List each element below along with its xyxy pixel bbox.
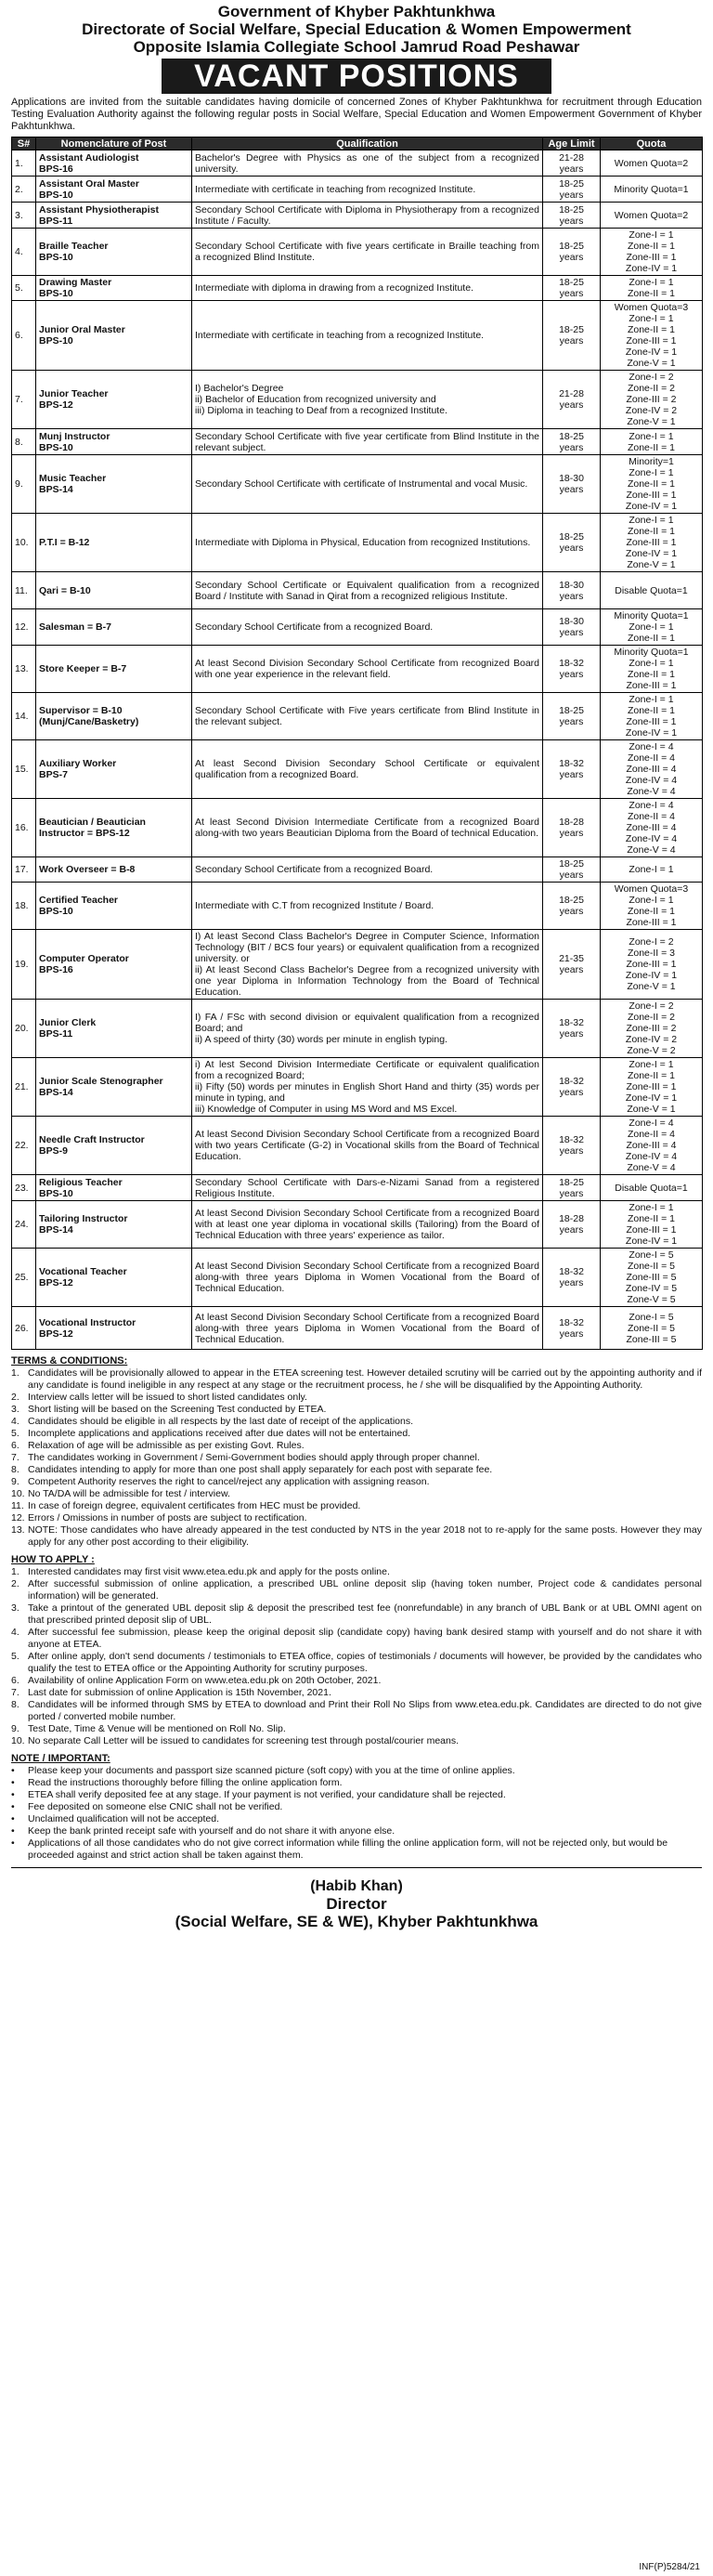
row-post: Drawing Master BPS-10 <box>36 276 192 301</box>
col-header-quota: Quota <box>601 137 703 150</box>
how-to-apply-list <box>11 1566 702 1747</box>
list-item <box>11 1651 702 1675</box>
row-quota: Minority Quota=1 <box>601 177 703 203</box>
row-post: Assistant Audiologist BPS-16 <box>36 150 192 177</box>
list-item <box>11 1452 702 1464</box>
item-text: Short listing will be based on the Screening Test conducted by ETEA. <box>28 1404 327 1415</box>
row-age-limit: 18-25 years <box>543 693 601 740</box>
list-item <box>11 1813 702 1825</box>
item-text: Take a printout of the generated UBL deposit slip & deposit the prescribed test fee (nonrefundable) in any branch of UBL Bank or at UBL OMNI agent on that prescribed printed deposit slip of UBL. <box>28 1602 702 1626</box>
row-sno: 19. <box>12 930 36 1000</box>
table-row <box>12 1201 703 1249</box>
table-row <box>12 1175 703 1201</box>
row-quota: Women Quota=2 <box>601 150 703 177</box>
item-text: After successful submission of online application, a prescribed UBL online deposit slip (having token number, Project code & candidates personal information) will be generated. <box>28 1578 702 1602</box>
table-row <box>12 276 703 301</box>
list-item <box>11 1765 702 1777</box>
list-item <box>11 1777 702 1789</box>
row-post: Assistant Oral Master BPS-10 <box>36 177 192 203</box>
row-qualification: Secondary School Certificate with five year certificate from Blind Institute in the relevant subject. <box>192 429 543 455</box>
item-text: Interview calls letter will be issued to short listed candidates only. <box>28 1392 307 1403</box>
how-to-apply-title: HOW TO APPLY : <box>11 1554 95 1565</box>
row-qualification: Secondary School Certificate or Equivalent qualification from a recognized Board / Institute with Sanad in Qirat from a recognized religious Institute. <box>192 572 543 609</box>
item-number: 1. <box>11 1566 19 1577</box>
table-header-row <box>12 137 703 150</box>
bullet-icon: • <box>11 1837 15 1849</box>
row-quota: Women Quota=2 <box>601 203 703 229</box>
row-quota: Zone-I = 1 Zone-II = 1 Zone-III = 1 Zone-IV = 1 Zone-V = 1 <box>601 1058 703 1117</box>
row-sno: 13. <box>12 646 36 693</box>
list-item <box>11 1837 702 1862</box>
table-row <box>12 930 703 1000</box>
notes-list <box>11 1765 702 1862</box>
posts-table <box>11 137 703 1350</box>
row-quota: Zone-I = 5 Zone-II = 5 Zone-III = 5 Zone-IV = 5 Zone-V = 5 <box>601 1249 703 1307</box>
item-text: Candidates should be eligible in all respects by the last date of receipt of the applications. <box>28 1416 414 1427</box>
row-qualification: At least Second Division Secondary School Certificate from a recognized Board with two years Certificate (G-2) in Vocational skills from the Board of Technical Education. <box>192 1117 543 1175</box>
row-post: Qari = B-10 <box>36 572 192 609</box>
row-quota: Zone-I = 1 Zone-II = 1 Zone-III = 1 Zone-IV = 1 Zone-V = 1 <box>601 514 703 572</box>
row-qualification: Intermediate with certificate in teaching from a recognized Institute. <box>192 301 543 371</box>
table-row <box>12 857 703 883</box>
table-row <box>12 177 703 203</box>
item-number: 11. <box>11 1500 24 1511</box>
list-item <box>11 1512 702 1524</box>
table-row <box>12 1117 703 1175</box>
row-quota: Minority Quota=1 Zone-I = 1 Zone-II = 1 Zone-III = 1 <box>601 646 703 693</box>
row-age-limit: 18-25 years <box>543 514 601 572</box>
row-post: Munj Instructor BPS-10 <box>36 429 192 455</box>
row-sno: 21. <box>12 1058 36 1117</box>
row-sno: 12. <box>12 609 36 646</box>
item-number: 9. <box>11 1723 19 1734</box>
item-text: After online apply, don't send documents / testimonials to ETEA office, copies of testimonials / documents will however, be provided by the candidates who qualify the test to ETEA office or the Appointing Authority for scrutiny purposes. <box>28 1651 702 1674</box>
row-quota: Zone-I = 1 Zone-II = 1 <box>601 276 703 301</box>
col-header-age: Age Limit <box>543 137 601 150</box>
row-post: Junior Clerk BPS-11 <box>36 1000 192 1058</box>
row-age-limit: 18-32 years <box>543 740 601 799</box>
table-row <box>12 740 703 799</box>
item-number: 3. <box>11 1404 19 1415</box>
row-age-limit: 18-30 years <box>543 455 601 514</box>
row-qualification: At least Second Division Secondary School Certificate from a recognized Board along-with three years Diploma in Women Vocational from the Board of Technical Education. <box>192 1249 543 1307</box>
row-post: P.T.I = B-12 <box>36 514 192 572</box>
list-item <box>11 1367 702 1392</box>
col-header-post: Nomenclature of Post <box>36 137 192 150</box>
item-number: 12. <box>11 1512 25 1523</box>
row-quota: Minority=1 Zone-I = 1 Zone-II = 1 Zone-III = 1 Zone-IV = 1 <box>601 455 703 514</box>
row-quota: Disable Quota=1 <box>601 1175 703 1201</box>
table-row <box>12 429 703 455</box>
row-quota: Zone-I = 2 Zone-II = 3 Zone-III = 1 Zone-IV = 1 Zone-V = 1 <box>601 930 703 1000</box>
row-post: Religious Teacher BPS-10 <box>36 1175 192 1201</box>
row-quota: Zone-I = 4 Zone-II = 4 Zone-III = 4 Zone-IV = 4 Zone-V = 4 <box>601 740 703 799</box>
table-row <box>12 150 703 177</box>
item-number: 3. <box>11 1602 19 1614</box>
item-number: 8. <box>11 1699 19 1710</box>
row-qualification: Intermediate with certificate in teaching from recognized Institute. <box>192 177 543 203</box>
row-sno: 17. <box>12 857 36 883</box>
row-quota: Zone-I = 1 <box>601 857 703 883</box>
item-number: 6. <box>11 1675 19 1686</box>
table-row <box>12 1058 703 1117</box>
row-sno: 22. <box>12 1117 36 1175</box>
row-post: Braille Teacher BPS-10 <box>36 229 192 276</box>
row-age-limit: 18-25 years <box>543 883 601 930</box>
row-quota: Women Quota=3 Zone-I = 1 Zone-II = 1 Zone-III = 1 Zone-IV = 1 Zone-V = 1 <box>601 301 703 371</box>
row-post: Needle Craft Instructor BPS-9 <box>36 1117 192 1175</box>
bullet-icon: • <box>11 1825 15 1837</box>
row-sno: 18. <box>12 883 36 930</box>
row-sno: 6. <box>12 301 36 371</box>
row-age-limit: 18-25 years <box>543 1175 601 1201</box>
row-age-limit: 18-32 years <box>543 1000 601 1058</box>
item-number: 7. <box>11 1452 19 1463</box>
header <box>11 3 702 94</box>
table-row <box>12 572 703 609</box>
row-age-limit: 18-25 years <box>543 857 601 883</box>
row-qualification: Intermediate with diploma in drawing from a recognized Institute. <box>192 276 543 301</box>
item-text: Keep the bank printed receipt safe with yourself and do not share it with anyone else. <box>28 1825 395 1837</box>
row-age-limit: 18-28 years <box>543 1201 601 1249</box>
col-header-qualification: Qualification <box>192 137 543 150</box>
row-quota: Zone-I = 4 Zone-II = 4 Zone-III = 4 Zone-IV = 4 Zone-V = 4 <box>601 1117 703 1175</box>
list-item <box>11 1735 702 1747</box>
row-post: Junior Oral Master BPS-10 <box>36 301 192 371</box>
row-qualification: i) At lest Second Division Intermediate Certificate or equivalent qualification from a recognized Board; ii) Fifty (50) words per minutes in English Short Hand and thirty (35) words per minute in typing, and iii) Knowledge of Computer in using MS Word and MS Excel. <box>192 1058 543 1117</box>
row-age-limit: 18-32 years <box>543 1307 601 1350</box>
row-post: Junior Scale Stenographer BPS-14 <box>36 1058 192 1117</box>
row-qualification: Secondary School Certificate with Diploma in Physiotherapy from a recognized Institute / Faculty. <box>192 203 543 229</box>
row-quota: Zone-I = 2 Zone-II = 2 Zone-III = 2 Zone-IV = 2 Zone-V = 1 <box>601 371 703 429</box>
row-sno: 7. <box>12 371 36 429</box>
list-item <box>11 1488 702 1500</box>
table-row <box>12 301 703 371</box>
row-post: Certified Teacher BPS-10 <box>36 883 192 930</box>
row-qualification: Secondary School Certificate with five years certificate in Braille teaching from a recognized Blind Institute. <box>192 229 543 276</box>
row-qualification: I) FA / FSc with second division or equivalent qualification from a recognized Board; and ii) A speed of thirty (30) words per minute in english typing. <box>192 1000 543 1058</box>
table-row <box>12 1249 703 1307</box>
row-sno: 3. <box>12 203 36 229</box>
row-age-limit: 18-28 years <box>543 799 601 857</box>
item-text: Candidates will be provisionally allowed to appear in the ETEA screening test. However detailed scrutiny will be carried out by the appointing authority and if any candidate is found ineligible in any respect at any stage or the recruitment process, he / she will be disqualified by the Appointing Authority. <box>28 1367 702 1391</box>
signatory-department: (Social Welfare, SE & WE), Khyber Pakhtunkhwa <box>175 1913 538 1930</box>
row-qualification: Secondary School Certificate with Dars-e-Nizami Sanad from a registered Religious Institute. <box>192 1175 543 1201</box>
bullet-icon: • <box>11 1777 15 1788</box>
row-qualification: At least Second Division Secondary School Certificate from a recognized Board with at least one year diploma in vocational skills (Tailoring) from the Board of Technical Education with three years' experience as tailor. <box>192 1201 543 1249</box>
row-post: Junior Teacher BPS-12 <box>36 371 192 429</box>
row-age-limit: 18-25 years <box>543 429 601 455</box>
row-age-limit: 21-28 years <box>543 150 601 177</box>
row-age-limit: 18-30 years <box>543 572 601 609</box>
item-text: No separate Call Letter will be issued to candidates for screening test through postal/courier means. <box>28 1735 459 1746</box>
signatory-role: Director <box>326 1895 387 1913</box>
list-item <box>11 1500 702 1512</box>
item-number: 10. <box>11 1488 25 1499</box>
item-number: 2. <box>11 1392 19 1403</box>
item-number: 5. <box>11 1651 19 1662</box>
bullet-icon: • <box>11 1801 15 1812</box>
item-number: 7. <box>11 1687 19 1698</box>
item-text: Unclaimed qualification will not be accepted. <box>28 1813 220 1824</box>
row-quota: Zone-I = 1 Zone-II = 1 Zone-III = 1 Zone-IV = 1 <box>601 1201 703 1249</box>
row-qualification: Intermediate with Diploma in Physical, Education from recognized Institutions. <box>192 514 543 572</box>
row-post: Tailoring Instructor BPS-14 <box>36 1201 192 1249</box>
row-qualification: Secondary School Certificate with Five years certificate from Blind Institute in the relevant subject. <box>192 693 543 740</box>
item-text: Errors / Omissions in number of posts are subject to rectification. <box>28 1512 307 1523</box>
list-item <box>11 1476 702 1488</box>
table-row <box>12 609 703 646</box>
ad-reference: INF(P)5284/21 <box>639 2562 700 2572</box>
address-line: Opposite Islamia Collegiate School Jamrud Road Peshawar <box>133 38 580 56</box>
row-sno: 4. <box>12 229 36 276</box>
signatory-name: (Habib Khan) <box>310 1878 403 1894</box>
list-item <box>11 1627 702 1651</box>
item-text: ETEA shall verify deposited fee at any stage. If your payment is not verified, your candidature shall be rejected. <box>28 1789 506 1800</box>
row-age-limit: 18-25 years <box>543 203 601 229</box>
row-sno: 8. <box>12 429 36 455</box>
item-number: 4. <box>11 1416 19 1427</box>
divider <box>11 1867 702 1868</box>
row-qualification: At least Second Division Secondary School Certificate or equivalent qualification from a recognized Board. <box>192 740 543 799</box>
row-post: Vocational Instructor BPS-12 <box>36 1307 192 1350</box>
list-item <box>11 1578 702 1602</box>
row-sno: 16. <box>12 799 36 857</box>
row-sno: 11. <box>12 572 36 609</box>
row-quota: Zone-I = 2 Zone-II = 2 Zone-III = 2 Zone-IV = 2 Zone-V = 2 <box>601 1000 703 1058</box>
row-post: Store Keeper = B-7 <box>36 646 192 693</box>
row-post: Music Teacher BPS-14 <box>36 455 192 514</box>
row-quota: Zone-I = 1 Zone-II = 1 Zone-III = 1 Zone-IV = 1 <box>601 693 703 740</box>
row-sno: 24. <box>12 1201 36 1249</box>
item-number: 6. <box>11 1440 19 1451</box>
item-text: Applications of all those candidates who do not give correct information while filling the online application form, will not be rejected only, but would be proceeded against and strict action shall be taken against them. <box>28 1837 668 1861</box>
item-text: Availability of online Application Form on www.etea.edu.pk on 20th October, 2021. <box>28 1675 382 1686</box>
table-row <box>12 646 703 693</box>
intro-text: Applications are invited from the suitable candidates having domicile of concerned Zones of Khyber Pakhtunkhwa for recruitment through Education Testing Evaluation Authority against the following regular posts in Social Welfare, Special Education and Women Empowerment Government of Khyber Pakhtunkhwa. <box>11 97 702 132</box>
list-item <box>11 1464 702 1476</box>
list-item <box>11 1404 702 1416</box>
item-text: Interested candidates may first visit www.etea.edu.pk and apply for the posts online. <box>28 1566 390 1577</box>
item-text: Please keep your documents and passport size scanned picture (soft copy) with you at the time of online applies. <box>28 1765 515 1776</box>
row-sno: 2. <box>12 177 36 203</box>
row-age-limit: 18-25 years <box>543 301 601 371</box>
row-age-limit: 21-28 years <box>543 371 601 429</box>
row-quota: Disable Quota=1 <box>601 572 703 609</box>
row-qualification: At least Second Division Intermediate Certificate from a recognized Board along-with two years Beautician Diploma from the Board of technical Education. <box>192 799 543 857</box>
item-text: Incomplete applications and applications received after due dates will not be entertained. <box>28 1428 411 1439</box>
list-item <box>11 1699 702 1723</box>
row-age-limit: 18-25 years <box>543 276 601 301</box>
note-title: NOTE / IMPORTANT: <box>11 1753 110 1764</box>
item-number: 8. <box>11 1464 19 1475</box>
terms-list <box>11 1367 702 1549</box>
row-age-limit: 18-30 years <box>543 609 601 646</box>
row-age-limit: 18-32 years <box>543 646 601 693</box>
row-sno: 5. <box>12 276 36 301</box>
item-number: 9. <box>11 1476 19 1487</box>
list-item <box>11 1687 702 1699</box>
table-row <box>12 514 703 572</box>
item-number: 5. <box>11 1428 19 1439</box>
item-text: Fee deposited on someone else CNIC shall not be verified. <box>28 1801 283 1812</box>
directorate-title: Directorate of Social Welfare, Special Education & Women Empowerment <box>82 20 631 38</box>
row-post: Salesman = B-7 <box>36 609 192 646</box>
list-item <box>11 1440 702 1452</box>
row-post: Supervisor = B-10 (Munj/Cane/Basketry) <box>36 693 192 740</box>
table-row <box>12 883 703 930</box>
table-row <box>12 203 703 229</box>
item-number: 4. <box>11 1627 19 1638</box>
row-post: Auxiliary Worker BPS-7 <box>36 740 192 799</box>
row-age-limit: 18-25 years <box>543 177 601 203</box>
row-qualification: Intermediate with C.T from recognized Institute / Board. <box>192 883 543 930</box>
row-quota: Women Quota=3 Zone-I = 1 Zone-II = 1 Zone-III = 1 <box>601 883 703 930</box>
list-item <box>11 1675 702 1687</box>
table-row <box>12 693 703 740</box>
item-text: NOTE: Those candidates who have already appeared in the test conducted by NTS in the year 2018 not to re-apply for the same posts. However they may apply for any other post according to their eligibility. <box>28 1524 702 1548</box>
item-text: Last date for submission of online Application is 15th November, 2021. <box>28 1687 331 1698</box>
list-item <box>11 1789 702 1801</box>
item-text: After successful fee submission, please keep the original deposit slip (candidate copy) having bank desired stamp with yourself and do not share it with anyone at ETEA. <box>28 1627 702 1650</box>
footer <box>11 1877 702 1930</box>
row-qualification: Bachelor's Degree with Physics as one of the subject from a recognized university. <box>192 150 543 177</box>
list-item <box>11 1825 702 1837</box>
row-post: Beautician / Beautician Instructor = BPS-12 <box>36 799 192 857</box>
list-item <box>11 1602 702 1627</box>
row-quota: Zone-I = 4 Zone-II = 4 Zone-III = 4 Zone-IV = 4 Zone-V = 4 <box>601 799 703 857</box>
table-body <box>12 150 703 1350</box>
bullet-icon: • <box>11 1813 15 1824</box>
row-sno: 9. <box>12 455 36 514</box>
item-number: 13. <box>11 1524 25 1536</box>
row-quota: Minority Quota=1 Zone-I = 1 Zone-II = 1 <box>601 609 703 646</box>
table-row <box>12 1000 703 1058</box>
col-header-sno: S# <box>12 137 36 150</box>
row-quota: Zone-I = 1 Zone-II = 1 <box>601 429 703 455</box>
list-item <box>11 1416 702 1428</box>
row-sno: 20. <box>12 1000 36 1058</box>
row-post: Work Overseer = B-8 <box>36 857 192 883</box>
terms-title: TERMS & CONDITIONS: <box>11 1355 128 1366</box>
list-item <box>11 1801 702 1813</box>
row-sno: 1. <box>12 150 36 177</box>
item-text: Read the instructions thoroughly before filling the online application form. <box>28 1777 343 1788</box>
row-sno: 25. <box>12 1249 36 1307</box>
row-sno: 15. <box>12 740 36 799</box>
row-age-limit: 18-32 years <box>543 1058 601 1117</box>
row-post: Vocational Teacher BPS-12 <box>36 1249 192 1307</box>
item-text: Relaxation of age will be admissible as per existing Govt. Rules. <box>28 1440 305 1451</box>
list-item <box>11 1524 702 1549</box>
bullet-icon: • <box>11 1765 15 1776</box>
row-qualification: Secondary School Certificate with certificate of Instrumental and vocal Music. <box>192 455 543 514</box>
row-quota: Zone-I = 1 Zone-II = 1 Zone-III = 1 Zone-IV = 1 <box>601 229 703 276</box>
govt-title: Government of Khyber Pakhtunkhwa <box>217 3 496 20</box>
item-text: The candidates working in Government / Semi-Government bodies should apply through proper channel. <box>28 1452 480 1463</box>
row-post: Assistant Physiotherapist BPS-11 <box>36 203 192 229</box>
list-item <box>11 1392 702 1404</box>
row-age-limit: 18-32 years <box>543 1249 601 1307</box>
row-sno: 14. <box>12 693 36 740</box>
item-text: Competent Authority reserves the right to cancel/reject any application with assigning reason. <box>28 1476 430 1487</box>
row-qualification: I) Bachelor's Degree ii) Bachelor of Education from recognized university and iii) Diploma in teaching to Deaf from a recognized Institute. <box>192 371 543 429</box>
row-qualification: Secondary School Certificate from a recognized Board. <box>192 609 543 646</box>
list-item <box>11 1428 702 1440</box>
list-item <box>11 1566 702 1578</box>
row-post: Computer Operator BPS-16 <box>36 930 192 1000</box>
row-age-limit: 18-25 years <box>543 229 601 276</box>
list-item <box>11 1723 702 1735</box>
row-sno: 23. <box>12 1175 36 1201</box>
row-sno: 10. <box>12 514 36 572</box>
item-text: Candidates will be informed through SMS by ETEA to download and Print their Roll No Slips from www.etea.edu.pk. Candidates are directed to do not give ported / converted mobile number. <box>28 1699 702 1722</box>
row-age-limit: 21-35 years <box>543 930 601 1000</box>
table-row <box>12 371 703 429</box>
row-qualification: I) At least Second Class Bachelor's Degree in Computer Science, Information Technology (BIT / BCS four years) or equivalent qualification from a recognized university. or ii) At least Second Class Bachelor's Degree from a recognized university with one year Diploma in Information Technology from the Board of Technical Education. <box>192 930 543 1000</box>
item-text: In case of foreign degree, equivalent certificates from HEC must be provided. <box>28 1500 361 1511</box>
item-text: Candidates intending to apply for more than one post shall apply separately for each post with separate fee. <box>28 1464 493 1475</box>
table-row <box>12 799 703 857</box>
table-row <box>12 455 703 514</box>
row-sno: 26. <box>12 1307 36 1350</box>
row-qualification: At least Second Division Secondary School Certificate from a recognized Board along-with three years Diploma in Women Vocational from the Board of Technical Education. <box>192 1307 543 1350</box>
item-number: 10. <box>11 1735 25 1746</box>
vacant-positions-banner: VACANT POSITIONS <box>162 59 551 94</box>
item-text: No TA/DA will be admissible for test / interview. <box>28 1488 230 1499</box>
table-row <box>12 1307 703 1350</box>
item-number: 1. <box>11 1367 19 1379</box>
item-text: Test Date, Time & Venue will be mentioned on Roll No. Slip. <box>28 1723 286 1734</box>
row-quota: Zone-I = 5 Zone-II = 5 Zone-III = 5 <box>601 1307 703 1350</box>
row-qualification: At least Second Division Secondary School Certificate from recognized Board with one year experience in the relevant field. <box>192 646 543 693</box>
row-age-limit: 18-32 years <box>543 1117 601 1175</box>
row-qualification: Secondary School Certificate from a recognized Board. <box>192 857 543 883</box>
table-row <box>12 229 703 276</box>
item-number: 2. <box>11 1578 19 1589</box>
bullet-icon: • <box>11 1789 15 1800</box>
